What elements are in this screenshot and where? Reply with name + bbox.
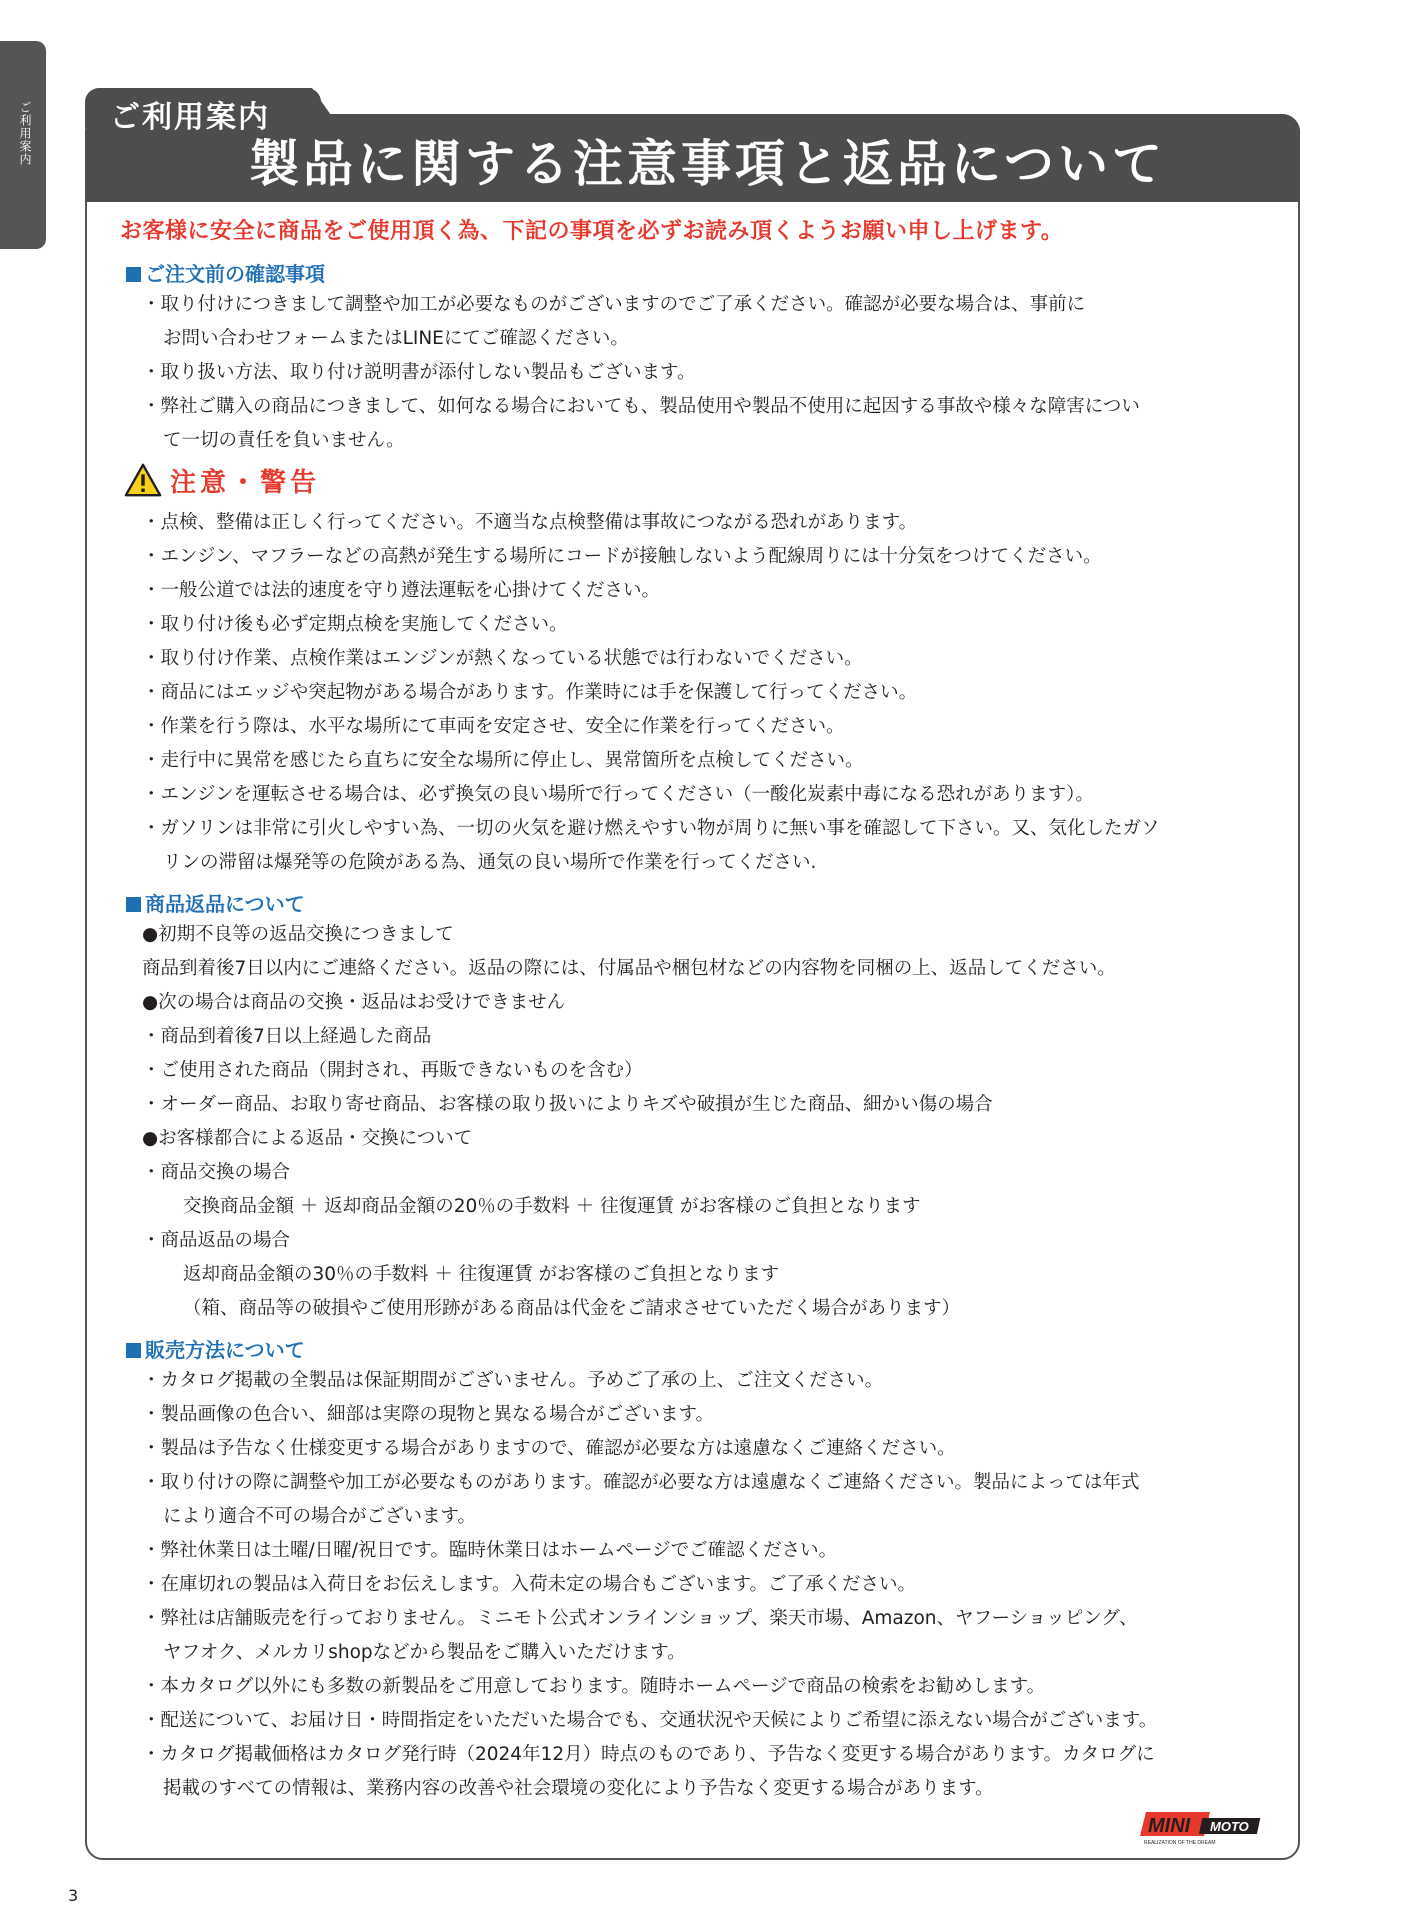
list-item: 掲載のすべての情報は、業務内容の改善や社会環境の変化により予告なく変更する場合があります。 bbox=[163, 1778, 994, 1799]
list-item: ・カタログ掲載の全製品は保証期間がございません。予めご了承の上、ご注文ください。 bbox=[142, 1370, 884, 1391]
page-number: 3 bbox=[68, 1886, 79, 1905]
list-item: ・走行中に異常を感じたら直ちに安全な場所に停止し、異常箇所を点検してください。 bbox=[142, 750, 864, 771]
logo-mini-text: MINI bbox=[1148, 1815, 1191, 1837]
section-square-icon bbox=[126, 897, 141, 912]
side-tab bbox=[0, 41, 46, 249]
list-item: ・取り扱い方法、取り付け説明書が添付しない製品もございます。 bbox=[142, 362, 696, 383]
section-square-icon bbox=[126, 267, 141, 282]
intro-notice: お客様に安全に商品をご使用頂く為、下記の事項を必ずお読み頂くようお願い申し上げます。 bbox=[120, 219, 1064, 244]
list-item: （箱、商品等の破損やご使用形跡がある商品は代金をご請求させていただく場合があります） bbox=[183, 1298, 961, 1319]
list-item: リンの滞留は爆発等の危険がある為、通気の良い場所で作業を行ってください. bbox=[163, 852, 817, 873]
list-item: ・エンジン、マフラーなどの高熱が発生する場所にコードが接触しないよう配線周りには十分気をつけてください。 bbox=[142, 546, 1102, 567]
logo-tagline: REALIZATION OF THE DREAM bbox=[1144, 1840, 1216, 1846]
list-item: ・点検、整備は正しく行ってください。不適当な点検整備は事故につながる恐れがあります。 bbox=[142, 512, 918, 533]
list-item: ・弊社休業日は土曜/日曜/祝日です。臨時休業日はホームページでご確認ください。 bbox=[142, 1540, 838, 1561]
list-item: ・製品画像の色合い、細部は実際の現物と異なる場合がございます。 bbox=[142, 1404, 715, 1425]
section-heading-text: ご注文前の確認事項 bbox=[145, 262, 325, 286]
warning-icon bbox=[124, 462, 162, 498]
section-heading-text: 販売方法について bbox=[145, 1338, 305, 1362]
list-item: ・商品到着後7日以上経過した商品 bbox=[142, 1026, 432, 1047]
section-heading-text: 商品返品について bbox=[145, 892, 305, 916]
list-item: ・エンジンを運転させる場合は、必ず換気の良い場所で行ってください（一酸化炭素中毒になる恐れがあります）。 bbox=[142, 784, 1094, 805]
list-item: ・取り付けにつきまして調整や加工が必要なものがございますのでご了承ください。確認が必要な場合は、事前に bbox=[142, 294, 1086, 315]
list-item: ・取り付け作業、点検作業はエンジンが熱くなっている状態では行わないでください。 bbox=[142, 648, 863, 669]
section-square-icon bbox=[126, 1343, 141, 1358]
warning-heading-text: 注意・警告 bbox=[170, 467, 321, 498]
list-item: ・取り付けの際に調整や加工が必要なものがあります。確認が必要な方は遠慮なくご連絡ください。製品によっては年式 bbox=[142, 1472, 1140, 1493]
list-item: ・カタログ掲載価格はカタログ発行時（2024年12月）時点のものであり、予告なく変更する場合があります。カタログに bbox=[142, 1744, 1155, 1765]
list-item: ・製品は予告なく仕様変更する場合がありますので、確認が必要な方は遠慮なくご連絡ください。 bbox=[142, 1438, 956, 1459]
logo-moto-text: MOTO bbox=[1210, 1819, 1249, 1834]
section-heading-returns bbox=[126, 888, 305, 917]
header-subtitle: ご利用案内 bbox=[110, 100, 270, 135]
list-item: お問い合わせフォームまたはLINEにてご確認ください。 bbox=[163, 328, 629, 349]
list-item: ヤフオク、メルカリshopなどから製品をご購入いただけます。 bbox=[163, 1642, 686, 1663]
section-heading-order-check bbox=[126, 258, 325, 287]
list-item: ●初期不良等の返品交換につきまして bbox=[142, 924, 454, 945]
list-item: ・ご使用された商品（開封され、再販できないものを含む） bbox=[142, 1060, 643, 1081]
list-item: により適合不可の場合がございます。 bbox=[163, 1506, 477, 1527]
list-item: て一切の責任を負いません。 bbox=[163, 430, 405, 451]
list-item: ・配送について、お届け日・時間指定をいただいた場合でも、交通状況や天候によりご希望に添えない場合がございます。 bbox=[142, 1710, 1158, 1731]
section-heading-sales bbox=[126, 1334, 305, 1363]
list-item: ●次の場合は商品の交換・返品はお受けできません bbox=[142, 992, 566, 1013]
list-item: ・オーダー商品、お取り寄せ商品、お客様の取り扱いによりキズや破損が生じた商品、細かい傷の場合 bbox=[142, 1094, 993, 1115]
minimoto-logo bbox=[1140, 1810, 1264, 1846]
list-item: ・商品返品の場合 bbox=[142, 1230, 291, 1251]
list-item: ●お客様都合による返品・交換について bbox=[142, 1128, 473, 1149]
page-title: 製品に関する注意事項と返品について bbox=[249, 135, 1166, 193]
list-item: 交換商品金額 ＋ 返却商品金額の20％の手数料 ＋ 往復運賃 がお客様のご負担となります bbox=[183, 1196, 921, 1217]
list-item: ・本カタログ以外にも多数の新製品をご用意しております。随時ホームページで商品の検索をお勧めします。 bbox=[142, 1676, 1046, 1697]
warning-heading bbox=[124, 460, 320, 500]
list-item: ・弊社ご購入の商品につきまして、如何なる場合においても、製品使用や製品不使用に起因する事故や様々な障害につい bbox=[142, 396, 1140, 417]
side-tab-label: ご利用案内 bbox=[18, 101, 32, 166]
list-item: ・商品交換の場合 bbox=[142, 1162, 291, 1183]
list-item: ・作業を行う際は、水平な場所にて車両を安定させ、安全に作業を行ってください。 bbox=[142, 716, 845, 737]
list-item: ・在庫切れの製品は入荷日をお伝えします。入荷未定の場合もございます。ご了承ください。 bbox=[142, 1574, 917, 1595]
list-item: 商品到着後7日以内にご連絡ください。返品の際には、付属品や梱包材などの内容物を同梱の上、返品してください。 bbox=[142, 958, 1116, 979]
list-item: ・商品にはエッジや突起物がある場合があります。作業時には手を保護して行ってください。 bbox=[142, 682, 918, 703]
list-item: ・弊社は店舗販売を行っておりません。ミニモト公式オンラインショップ、楽天市場、Amazon、ヤフーショッピング、 bbox=[142, 1608, 1138, 1629]
list-item: ・ガソリンは非常に引火しやすい為、一切の火気を避け燃えやすい物が周りに無い事を確認して下さい。又、気化したガソ bbox=[142, 818, 1160, 839]
list-item: ・一般公道では法的速度を守り遵法運転を心掛けてください。 bbox=[142, 580, 661, 601]
list-item: ・取り付け後も必ず定期点検を実施してください。 bbox=[142, 614, 568, 635]
list-item: 返却商品金額の30％の手数料 ＋ 往復運賃 がお客様のご負担となります bbox=[183, 1264, 780, 1285]
